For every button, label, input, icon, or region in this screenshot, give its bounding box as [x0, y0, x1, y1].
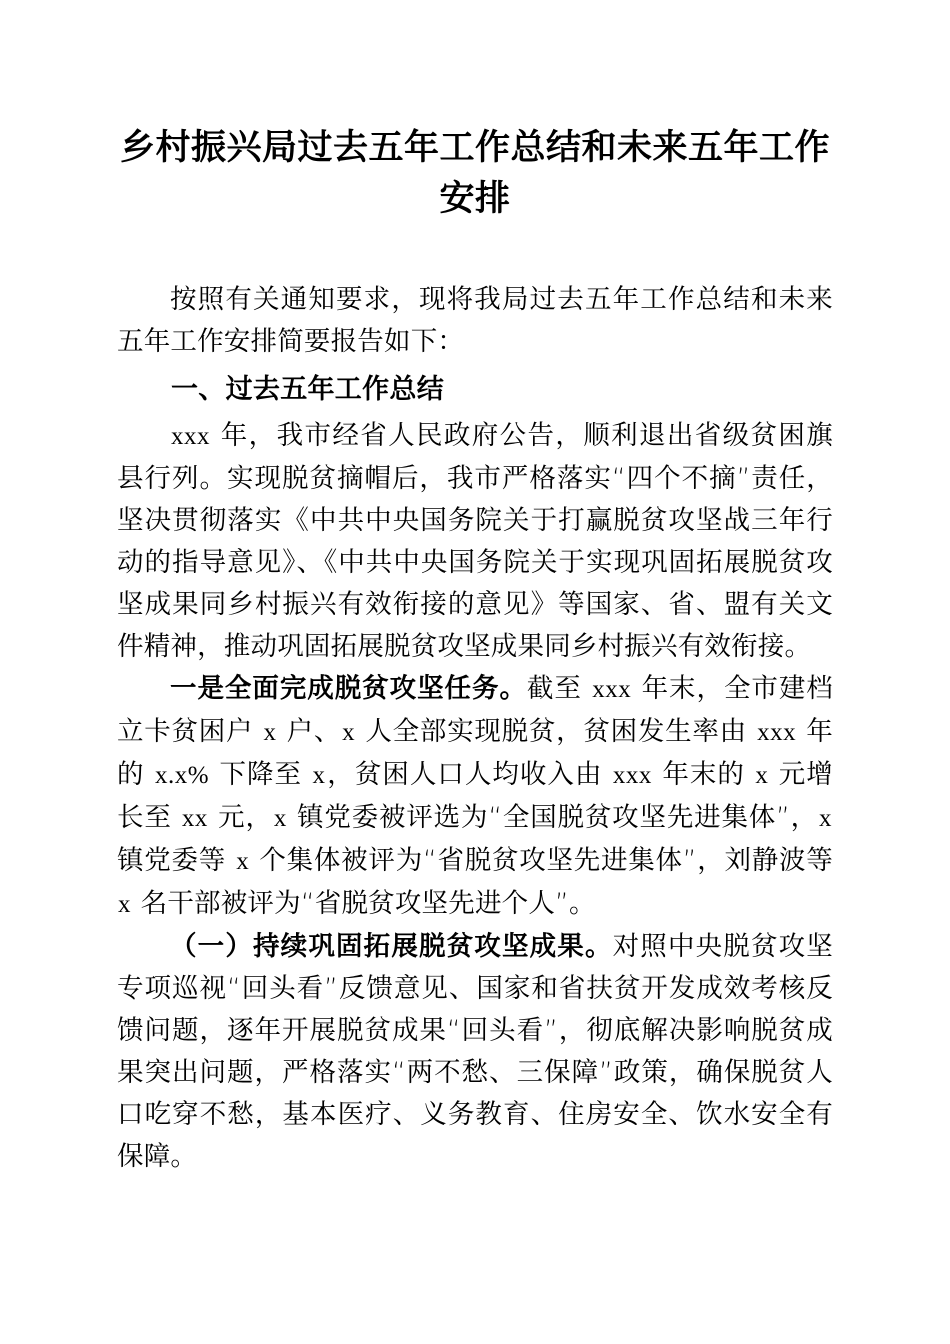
placeholder-value: x — [312, 762, 326, 789]
placeholder-value: x — [819, 805, 832, 832]
placeholder-value: x.x% — [154, 762, 210, 789]
placeholder-value: xx — [181, 805, 208, 832]
paragraph-1: xxx 年，我市经省人民政府公告，顺利退出省级贫困旗县行列。实现脱贫摘帽后，我市严格落实“四个不摘”责任，坚决贯彻落实《中共中央国务院关于打赢脱贫攻坚战三年行动的指导意见》、《中共中央国务院关于实现巩固拓展脱贫攻坚成果同乡村振兴有效衔接的意见》等国家、省、盟有关文件精神，推动巩固拓展脱贫攻坚成果同乡村振兴有效衔接。 — [117, 420, 833, 662]
placeholder-value: x — [118, 891, 131, 918]
placeholder-value: xxx — [757, 719, 797, 746]
placeholder-value: xxx — [171, 423, 210, 450]
placeholder-value: x — [342, 719, 356, 746]
page-title: 乡村振兴局过去五年工作总结和未来五年工作安排 — [119, 128, 830, 218]
placeholder-value: x — [755, 762, 769, 789]
paragraph-2: 一是全面完成脱贫攻坚任务。截至 xxx 年末，全市建档立卡贫困户 x 户、x 人全部实现脱贫，贫困发生率由 xxx 年的 x.x% 下降至 x，贫困人口人均收入由 xxx 年末的 x 元增长至 xx 元，x 镇党委被评选为“全国脱贫攻坚先进集体”，x 镇党委等 x 个集体被评为“省脱贫攻坚先进集体”，刘静波等 x 名干部被评为“省脱贫攻坚先进个人”。 — [117, 673, 834, 919]
placeholder-value: xxx — [592, 676, 632, 703]
placeholder-value: x — [236, 848, 250, 875]
placeholder-value: xxx — [612, 762, 652, 789]
placeholder-value: x — [263, 719, 277, 746]
document-content — [117, 0, 833, 1178]
paragraph-lead-in: 一是全面完成脱贫攻坚任务。 — [170, 673, 527, 704]
paragraph-intro: 按照有关通知要求，现将我局过去五年工作总结和未来五年工作安排简要报告如下： — [117, 284, 833, 357]
paragraph-lead-in: （一）持续巩固拓展脱贫攻坚成果。 — [170, 931, 613, 962]
paragraph-3: （一）持续巩固拓展脱贫攻坚成果。对照中央脱贫攻坚专项巡视“回头看”反馈意见、国家和省扶贫开发成效考核反馈问题，逐年开展脱贫成果“回头看”，彻底解决影响脱贫成果突出问题，严格落实“两不愁、三保障”政策，确保脱贫人口吃穿不愁，基本医疗、义务教育、住房安全、饮水安全有保障。 — [117, 931, 833, 1172]
section-heading-1: 一、过去五年工作总结 — [171, 374, 444, 405]
placeholder-value: x — [273, 805, 287, 832]
